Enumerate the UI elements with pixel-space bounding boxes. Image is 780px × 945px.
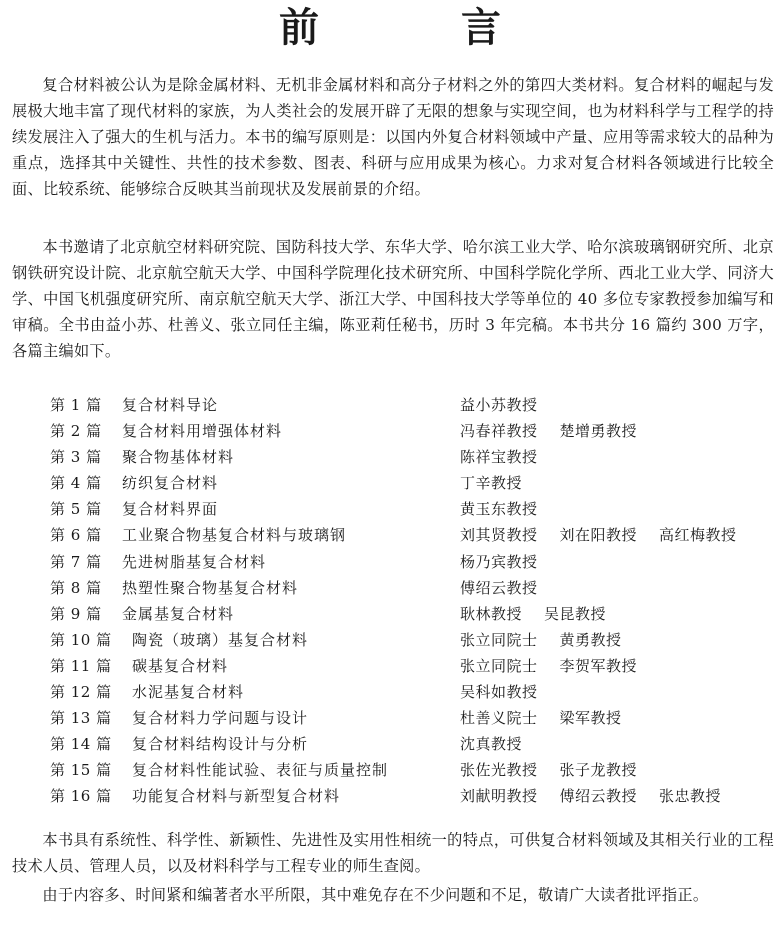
volume-row	[50, 705, 770, 731]
volume-title: 工业聚合物基复合材料与玻璃钢	[122, 526, 347, 545]
editor-name: 黄玉东教授	[460, 500, 538, 519]
volume-editors	[460, 522, 780, 548]
volume-editors	[460, 653, 780, 679]
volume-number: 第 7 篇	[50, 552, 102, 571]
volume-editors	[460, 731, 780, 757]
editor-name: 张立同院士	[460, 630, 538, 649]
volume-editors	[460, 705, 780, 731]
volume-row	[50, 470, 770, 496]
page-title: 前 言	[279, 5, 565, 51]
volume-number: 第 9 篇	[50, 604, 102, 623]
volume-editors	[460, 496, 780, 522]
volume-title: 复合材料导论	[122, 396, 219, 414]
volume-editors	[460, 470, 780, 496]
volume-number: 第 6 篇	[50, 526, 102, 545]
volume-number: 第 10 篇	[50, 630, 112, 649]
editor-name: 陈祥宝教授	[460, 448, 538, 467]
volume-row	[50, 679, 770, 705]
volume-title: 复合材料力学问题与设计	[132, 709, 309, 728]
volume-editors	[460, 679, 780, 705]
volume-title: 功能复合材料与新型复合材料	[132, 787, 341, 806]
volume-title: 热塑性聚合物基复合材料	[122, 578, 299, 597]
editor-name: 吴科如教授	[460, 683, 538, 702]
editor-name: 吴昆教授	[544, 604, 607, 623]
volume-number: 第 8 篇	[50, 578, 102, 597]
editor-name: 梁军教授	[559, 709, 622, 728]
intro-paragraph: 复合材料被公认为是除金属材料、无机非金属材料和高分子材料之外的第四大类材料。复合材料的崛起与发展极大地丰富了现代材料的家族，为人类社会的发展开辟了无限的想象与实现空间，也为材料科学与工程学的持续发展注入了强大的生机与活力。本书的编写原则是：以国内外复合材料领域中产量、应用等需求较大的品种为重点，选择其中关键性、共性的技术参数、图表、科研与应用成果为核心。力求对复合材料各领域进行比较全面、比较系统、能够综合反映其当前现状及发展前景的介绍。	[12, 76, 774, 198]
volume-title: 复合材料用增强体材料	[122, 422, 283, 441]
volume-number: 第 2 篇	[50, 422, 102, 441]
volume-title: 先进树脂基复合材料	[122, 552, 267, 571]
editor-name: 沈真教授	[460, 735, 523, 754]
volume-number: 第 14 篇	[50, 735, 112, 754]
editor-name: 丁辛教授	[460, 474, 523, 493]
editor-name: 楚增勇教授	[559, 422, 638, 441]
volume-title: 复合材料界面	[122, 500, 219, 519]
editor-name: 刘献明教授	[460, 787, 538, 806]
volume-number: 第 5 篇	[50, 500, 102, 519]
editor-name: 刘在阳教授	[559, 526, 638, 545]
volume-number: 第 15 篇	[50, 761, 112, 780]
editor-name: 张佐光教授	[460, 761, 538, 780]
editor-name: 刘其贤教授	[460, 526, 538, 545]
volume-editors	[460, 601, 780, 627]
volume-row	[50, 418, 770, 444]
editor-name: 张忠教授	[659, 787, 722, 806]
volume-title: 碳基复合材料	[132, 656, 229, 675]
volume-editors	[460, 418, 780, 444]
editor-name: 黄勇教授	[559, 630, 622, 649]
volume-row	[50, 549, 770, 575]
editor-name: 冯春祥教授	[460, 422, 538, 441]
closing-paragraph: 由于内容多、时间紧和编著者水平所限，其中难免存在不少问题和不足，敬请广大读者批评指正。	[42, 886, 709, 904]
volume-editors	[460, 549, 780, 575]
volume-row	[50, 575, 770, 601]
volume-title: 纺织复合材料	[122, 474, 219, 493]
volume-row	[50, 783, 770, 809]
editor-name: 张立同院士	[460, 656, 538, 675]
volume-row	[50, 601, 770, 627]
editor-name: 傅绍云教授	[460, 578, 538, 597]
volume-row	[50, 653, 770, 679]
volume-row	[50, 496, 770, 522]
volume-row	[50, 392, 770, 418]
volume-row	[50, 757, 770, 783]
volume-editors	[460, 783, 780, 809]
volume-number: 第 16 篇	[50, 787, 112, 806]
volume-editors	[460, 757, 780, 783]
volume-editors	[460, 392, 780, 418]
volume-editors	[460, 627, 780, 653]
volume-title: 复合材料性能试验、表征与质量控制	[132, 761, 389, 780]
editor-name: 耿林教授	[460, 604, 523, 623]
volume-number: 第 1 篇	[50, 396, 102, 414]
editor-name: 傅绍云教授	[559, 787, 638, 806]
editor-name: 张子龙教授	[559, 761, 638, 780]
editor-name: 益小苏教授	[460, 396, 538, 414]
editor-name: 杨乃宾教授	[460, 552, 538, 571]
volume-editors	[460, 444, 780, 470]
volume-row	[50, 522, 770, 548]
features-paragraph: 本书具有系统性、科学性、新颖性、先进性及实用性相统一的特点，可供复合材料领域及其相关行业的工程技术人员、管理人员，以及材料科学与工程专业的师生查阅。	[12, 831, 774, 875]
volume-number: 第 11 篇	[50, 656, 112, 675]
volume-number: 第 4 篇	[50, 474, 102, 493]
volume-title: 复合材料结构设计与分析	[132, 735, 309, 754]
volume-title: 金属基复合材料	[122, 604, 235, 623]
editor-name: 李贺军教授	[559, 656, 638, 675]
volume-row	[50, 627, 770, 653]
contributors-paragraph: 本书邀请了北京航空材料研究院、国防科技大学、东华大学、哈尔滨工业大学、哈尔滨玻璃钢研究所、北京钢铁研究设计院、北京航空航天大学、中国科学院理化技术研究所、中国科学院化学所、西北工业大学、同济大学、中国飞机强度研究所、南京航空航天大学、浙江大学、中国科技大学等单位的 40 多位专家教授参加编写和审稿。全书由益小苏、杜善义、张立同任主编，陈亚莉任秘书，历时 3 年完稿。本书共分 16 篇约 300 万字，各篇主编如下。	[12, 238, 774, 360]
volume-title: 聚合物基体材料	[122, 448, 235, 467]
volume-title: 陶瓷（玻璃）基复合材料	[132, 630, 309, 649]
volume-editors	[460, 575, 780, 601]
volume-number: 第 13 篇	[50, 709, 112, 728]
volume-row	[50, 731, 770, 757]
volume-row	[50, 444, 770, 470]
volume-number: 第 12 篇	[50, 683, 112, 702]
volume-title: 水泥基复合材料	[132, 683, 245, 702]
volume-number: 第 3 篇	[50, 448, 102, 467]
editor-name: 高红梅教授	[659, 526, 737, 545]
editor-name: 杜善义院士	[460, 709, 538, 728]
volume-list	[50, 392, 770, 810]
